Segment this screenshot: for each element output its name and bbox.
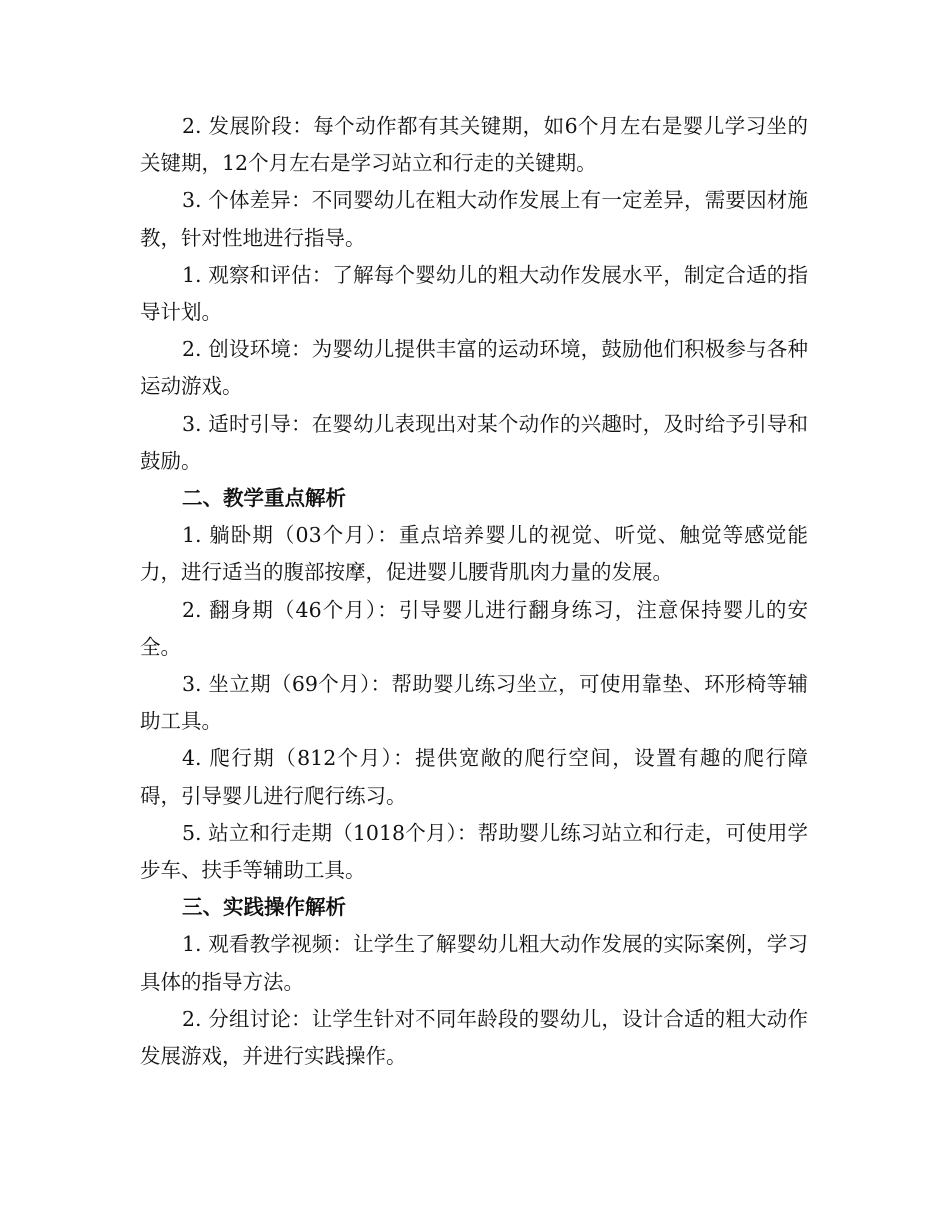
paragraph-lying-stage: 1. 躺卧期（03个月）：重点培养婴儿的视觉、听觉、触觉等感觉能力，进行适当的腹部按摩，促进婴儿腰背肌肉力量的发展。: [140, 523, 808, 585]
paragraph-standing-walking-stage: 5. 站立和行走期（1018个月）：帮助婴儿练习站立和行走，可使用学步车、扶手等辅助工具。: [140, 820, 808, 883]
paragraph-observe-evaluate: 1. 观察和评估：了解每个婴幼儿的粗大动作发展水平，制定合适的指导计划。: [140, 262, 808, 325]
paragraph-watch-video: 1. 观看教学视频：让学生了解婴幼儿粗大动作发展的实际案例，学习具体的指导方法。: [140, 932, 808, 994]
paragraph-sitting-stage: 3. 坐立期（69个月）：帮助婴儿练习坐立，可使用靠垫、环形椅等辅助工具。: [140, 672, 808, 734]
section-heading-teaching-focus: 二、教学重点解析: [182, 486, 346, 511]
paragraph-group-discussion: 2. 分组讨论：让学生针对不同年龄段的婴幼儿，设计合适的粗大动作发展游戏，并进行实践操作。: [140, 1006, 808, 1069]
paragraph-timely-guidance: 3. 适时引导：在婴幼儿表现出对某个动作的兴趣时，及时给予引导和鼓励。: [140, 411, 808, 473]
paragraph-rolling-stage: 2. 翻身期（46个月）：引导婴儿进行翻身练习，注意保持婴儿的安全。: [140, 597, 808, 659]
section-heading-practice: 三、实践操作解析: [182, 895, 346, 920]
paragraph-development-stage: 2. 发展阶段：每个动作都有其关键期，如6个月左右是婴儿学习坐的关键期，12个月左右是学习站立和行走的关键期。: [140, 114, 808, 176]
paragraph-create-environment: 2. 创设环境：为婴幼儿提供丰富的运动环境，鼓励他们积极参与各种运动游戏。: [140, 337, 808, 399]
paragraph-crawling-stage: 4. 爬行期（812个月）：提供宽敞的爬行空间，设置有趣的爬行障碍，引导婴儿进行爬行练习。: [140, 746, 808, 808]
paragraph-individual-difference: 3. 个体差异：不同婴幼儿在粗大动作发展上有一定差异，需要因材施教，针对性地进行指导。: [140, 188, 808, 250]
document-body: [140, 108, 808, 1075]
